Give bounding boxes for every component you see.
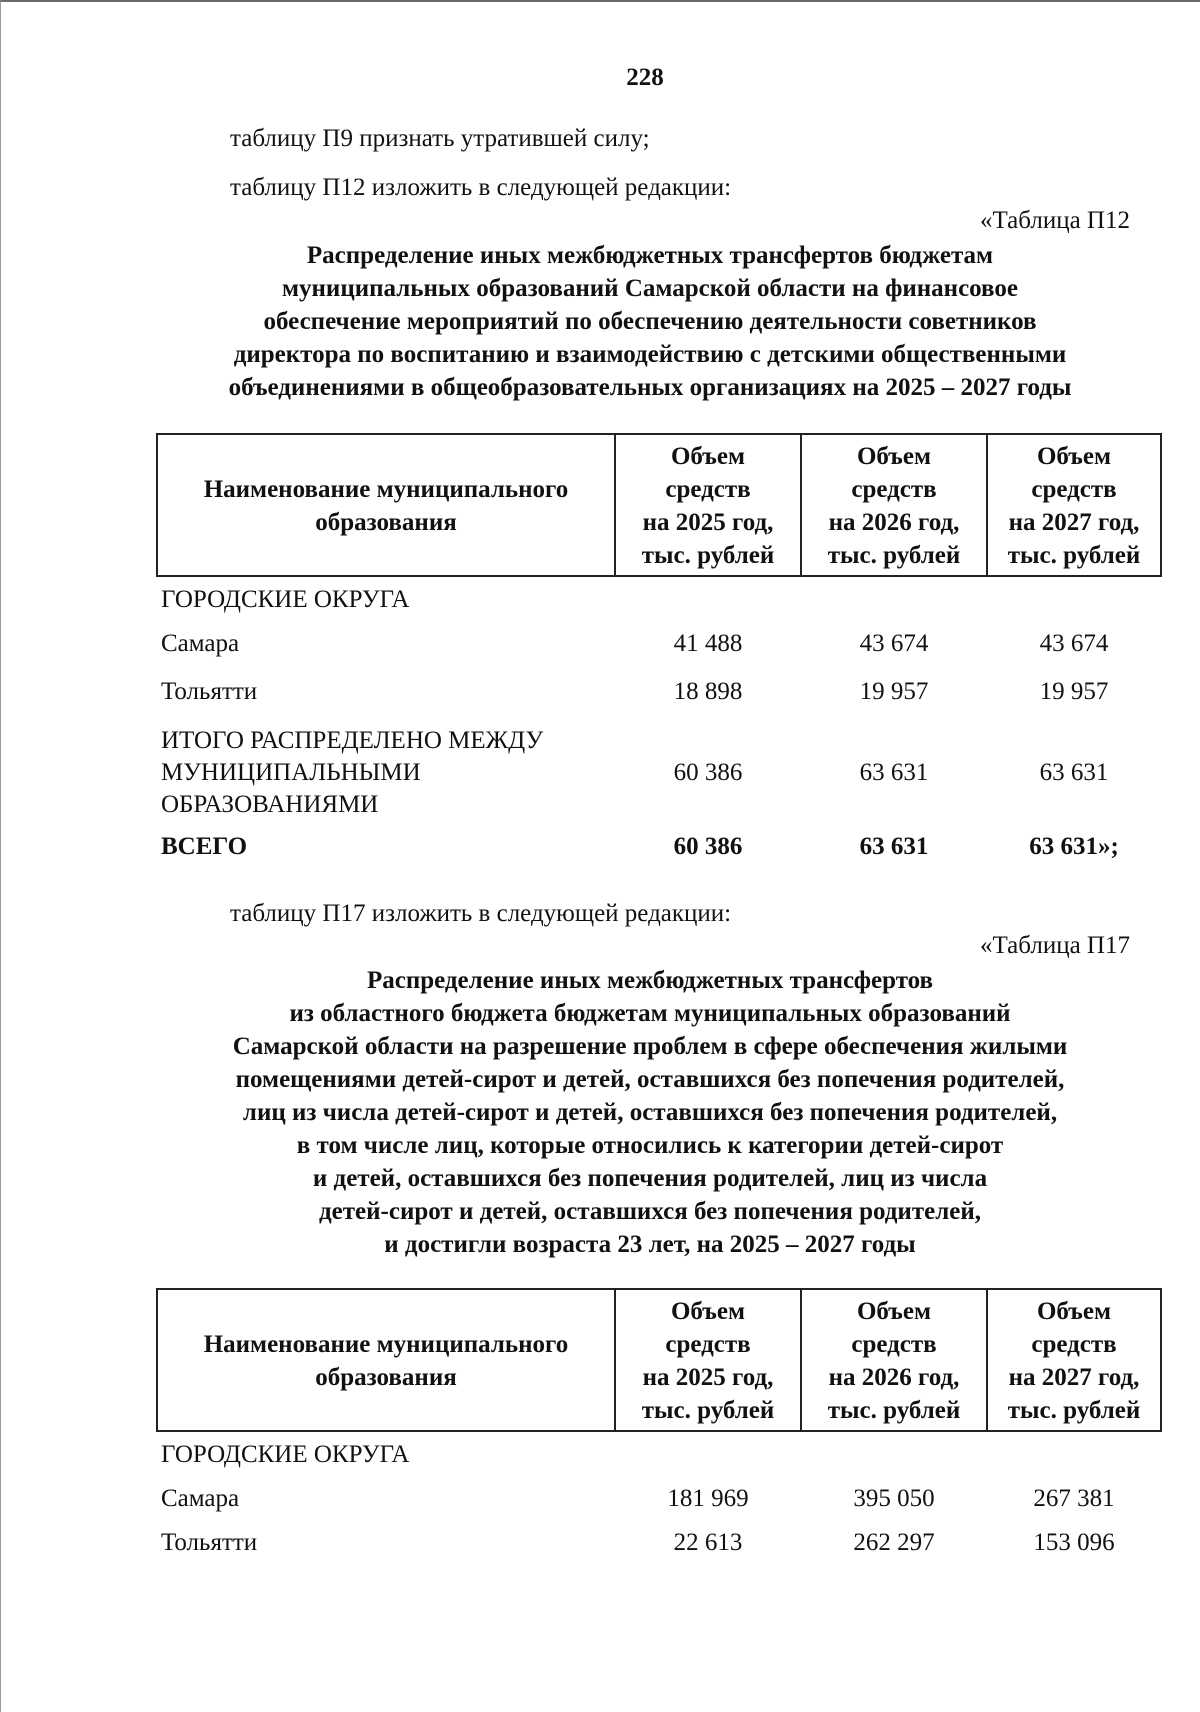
table-p17-title-line: Распределение иных межбюджетных трансфертов [366,967,934,994]
table-p17-title-line: в том числе лиц, которые относились к категории детей-сирот [296,1132,1004,1159]
table-p17-title-line: из областного бюджета бюджетам муниципальных образований [289,1000,1011,1027]
paragraph-table-p9-void: таблицу П9 признать утратившей силу; [230,125,650,152]
value-2027: 63 631 [1039,759,1109,786]
row-name: ВСЕГО [161,833,248,860]
value-2025: 18 898 [673,678,743,705]
header-2026: Объем средств на 2026 год, тыс. рублей [801,1289,987,1431]
table-p12-title-line: обеспечение мероприятий по обеспечению деятельности советников [263,308,1037,335]
value-2027: 267 381 [1033,1485,1115,1512]
paragraph-table-p12-intro: таблицу П12 изложить в следующей редакции: [230,174,732,201]
value-2025: 60 386 [673,833,743,860]
value-2026: 43 674 [859,630,929,657]
table-row-total-distributed [157,718,1161,828]
value-2027: 63 631»; [1029,833,1119,860]
header-2027: Объем средств на 2027 год, тыс. рублей [987,1289,1161,1431]
table-p12-title-line: директора по воспитанию и взаимодействию с детскими общественными [233,341,1067,368]
value-2027: 19 957 [1039,678,1109,705]
value-2026: 63 631 [859,833,929,860]
value-2026 [801,1431,987,1477]
row-name: Тольятти [161,678,258,705]
table-row-grand-total [157,828,1161,866]
row-name: ГОРОДСКИЕ ОКРУГА [161,585,410,613]
table-p17-title-line: и достигли возраста 23 лет, на 2025 – 2027 годы [384,1231,916,1258]
row-name: ГОРОДСКИЕ ОКРУГА [161,1440,410,1468]
table-p17 [156,1288,1162,1565]
header-2025: Объем средств на 2025 год, тыс. рублей [615,1289,801,1431]
value-2026: 262 297 [853,1529,935,1556]
table-row [157,1477,1161,1521]
header-2025: Объем средств на 2025 год, тыс. рублей [615,434,801,576]
table-p12-title [140,239,1160,404]
table-p17-label: «Таблица П17 [980,932,1130,959]
table-row [157,1431,1161,1477]
table-row [157,1521,1161,1565]
value-2025: 181 969 [667,1485,749,1512]
value-2027: 153 096 [1033,1529,1115,1556]
value-2027 [987,1431,1161,1477]
row-name: ИТОГО РАСПРЕДЕЛЕНО МЕЖДУ МУНИЦИПАЛЬНЫМИ ОБРАЗОВАНИЯМИ [161,727,544,818]
table-p17-title-line: и детей, оставшихся без попечения родителей, лиц из числа [312,1165,988,1192]
table-row [157,622,1161,666]
page-number: 228 [626,64,664,91]
table-p17-title-line: Самарской области на разрешение проблем в сфере обеспечения жилыми [232,1033,1068,1060]
value-2025: 22 613 [673,1529,743,1556]
row-name: Тольятти [161,1529,258,1556]
table-p12-title-line: муниципальных образований Самарской области на финансовое [282,275,1018,302]
table-row [157,666,1161,718]
table-p17-title-line: лиц из числа детей-сирот и детей, оставшихся без попечения родителей, [242,1099,1058,1126]
table-p17-title-line: помещениями детей-сирот и детей, оставшихся без попечения родителей, [235,1066,1065,1093]
table-header-row [157,1289,1161,1431]
table-p12-label: «Таблица П12 [980,207,1130,234]
paragraph-table-p17-intro: таблицу П17 изложить в следующей редакции: [230,900,732,927]
header-2026: Объем средств на 2026 год, тыс. рублей [801,434,987,576]
table-p12-title-line: Распределение иных межбюджетных трансфертов бюджетам [306,242,994,269]
value-2025: 60 386 [673,759,743,786]
value-2027 [987,576,1161,622]
table-p12 [156,433,1162,866]
table-header-row [157,434,1161,576]
value-2025 [615,576,801,622]
value-2026 [801,576,987,622]
value-2026: 395 050 [853,1485,935,1512]
value-2026: 63 631 [859,759,929,786]
value-2025 [615,1431,801,1477]
value-2027: 43 674 [1039,630,1109,657]
table-p17-title-line: детей-сирот и детей, оставшихся без попечения родителей, [319,1198,981,1225]
row-name: Самара [161,630,240,657]
header-municipality: Наименование муниципального образования [157,1289,615,1431]
header-2027: Объем средств на 2027 год, тыс. рублей [987,434,1161,576]
table-p12-title-line: объединениями в общеобразовательных организациях на 2025 – 2027 годы [228,374,1072,401]
table-p17-title [140,964,1160,1261]
header-municipality: Наименование муниципального образования [157,434,615,576]
value-2026: 19 957 [859,678,929,705]
row-name: Самара [161,1485,240,1512]
value-2025: 41 488 [673,630,743,657]
table-row [157,576,1161,622]
